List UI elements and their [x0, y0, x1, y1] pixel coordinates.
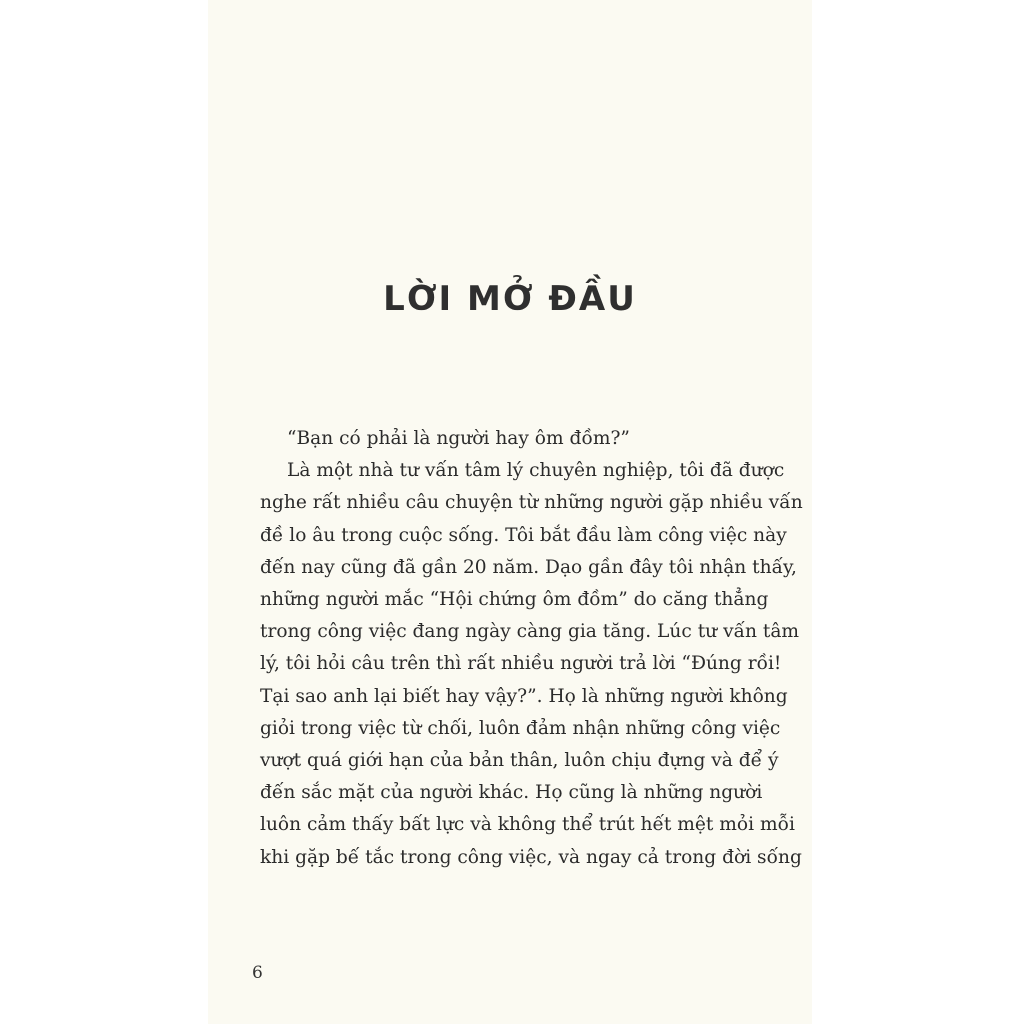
text-line: “Bạn có phải là người hay ôm đồm?” [287, 428, 630, 449]
text-line: nghe rất nhiều câu chuyện từ những người gặp nhiều vấn [260, 492, 803, 514]
text-line: vượt quá giới hạn của bản thân, luôn chịu đựng và để ý [260, 750, 779, 772]
text-line: đến sắc mặt của người khác. Họ cũng là những người [260, 782, 763, 804]
book-page [208, 0, 812, 1024]
text-line: đề lo âu trong cuộc sống. Tôi bắt đầu làm công việc này [260, 524, 787, 546]
chapter-title: LỜI MỞ ĐẦU [383, 279, 637, 319]
body-text [260, 423, 812, 874]
text-line: những người mắc “Hội chứng ôm đồm” do căng thẳng [260, 589, 769, 611]
text-line: luôn cảm thấy bất lực và không thể trút hết mệt mỏi mỗi [260, 814, 795, 836]
text-line: giỏi trong việc từ chối, luôn đảm nhận những công việc [260, 717, 781, 739]
text-line: khi gặp bế tắc trong công việc, và ngay cả trong đời sống [260, 846, 802, 868]
page-number: 6 [252, 963, 263, 983]
text-line: Tại sao anh lại biết hay vậy?”. Họ là những người không [260, 685, 788, 707]
text-line: đến nay cũng đã gần 20 năm. Dạo gần đây tôi nhận thấy, [260, 556, 797, 578]
text-line: trong công việc đang ngày càng gia tăng. Lúc tư vấn tâm [260, 621, 800, 643]
text-line: Là một nhà tư vấn tâm lý chuyên nghiệp, tôi đã được [287, 460, 785, 482]
text-line: lý, tôi hỏi câu trên thì rất nhiều người trả lời “Đúng rồi! [260, 653, 782, 675]
